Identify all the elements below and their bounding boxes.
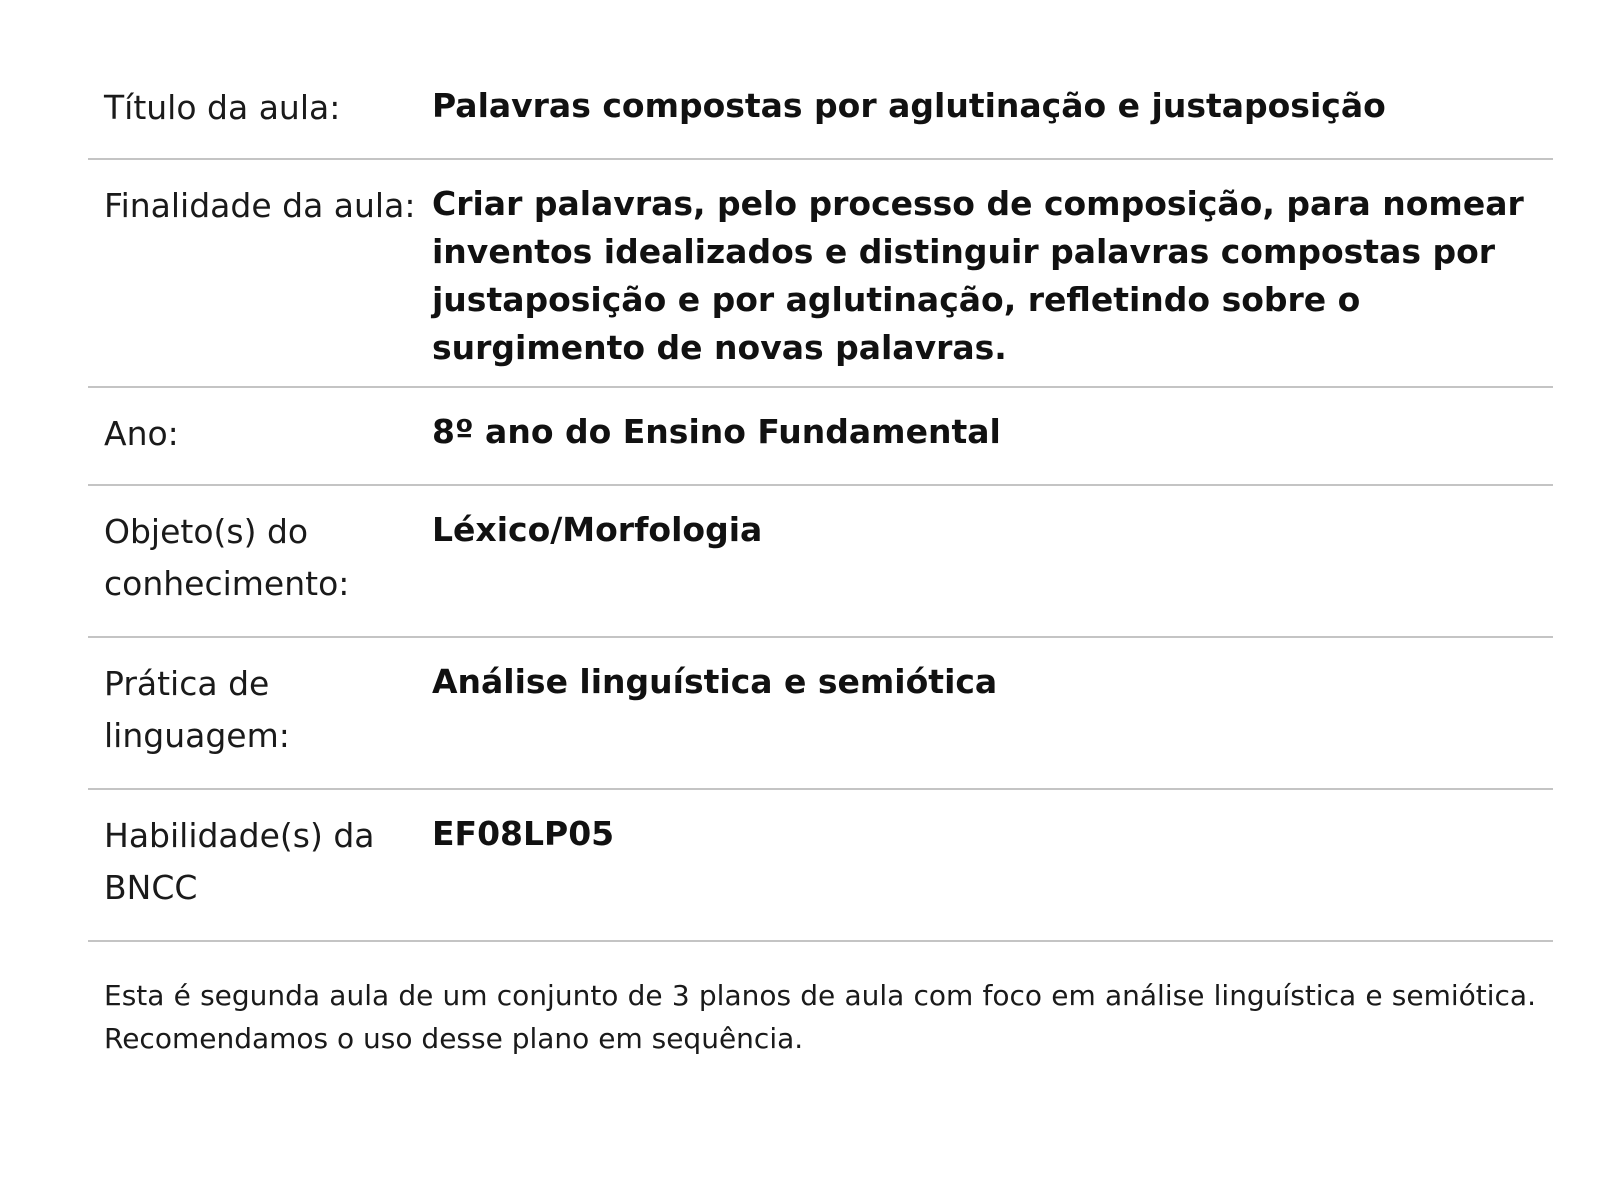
row-value: Léxico/Morfologia: [432, 510, 763, 549]
table-row-habilidade: [88, 789, 1553, 941]
row-label: Objeto(s) do conhecimento:: [104, 512, 350, 603]
table-row-titulo: [88, 60, 1553, 159]
row-value: Palavras compostas por aglutinação e justaposição: [432, 86, 1386, 125]
row-value: EF08LP05: [432, 814, 615, 853]
table-row-objeto: [88, 485, 1553, 637]
row-value: Criar palavras, pelo processo de composição, para nomear inventos idealizados e distinguir palavras compostas por justaposição e por aglutinação, refletindo sobre o surgimento de novas palavras.: [432, 184, 1524, 367]
row-label: Finalidade da aula:: [104, 186, 416, 225]
row-label: Habilidade(s) da BNCC: [104, 816, 375, 907]
lesson-info-table: [88, 60, 1553, 942]
sequence-note: Esta é segunda aula de um conjunto de 3 planos de aula com foco em análise linguística e semiótica. Recomendamos o uso desse plano em sequência.: [104, 979, 1536, 1055]
row-label: Ano:: [104, 414, 179, 453]
row-label: Prática de linguagem:: [104, 664, 290, 755]
row-value: Análise linguística e semiótica: [432, 662, 998, 701]
row-value: 8º ano do Ensino Fundamental: [432, 412, 1001, 451]
table-row-finalidade: [88, 159, 1553, 387]
row-label: Título da aula:: [104, 88, 341, 127]
table-row-ano: [88, 387, 1553, 485]
table-row-pratica: [88, 637, 1553, 789]
